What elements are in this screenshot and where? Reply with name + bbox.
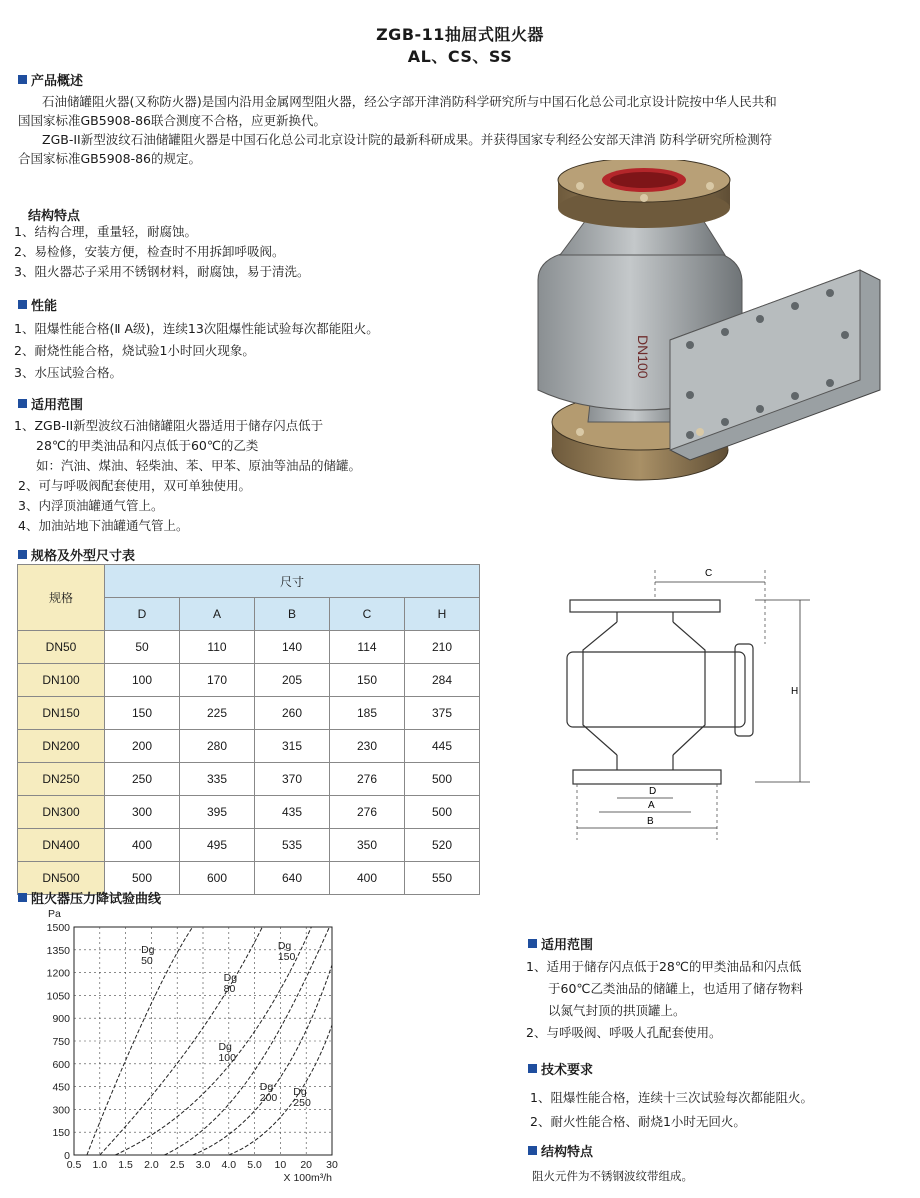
list-item: 1、结构合理，重量轻，耐腐蚀。 bbox=[14, 224, 197, 239]
tech-list: 1、阻爆性能合格，连续十三次试验每次都能阻火。 2、耐火性能合格、耐烧1小时无回火。 bbox=[530, 1090, 813, 1129]
series-label: Dg bbox=[293, 1086, 307, 1098]
chart-layer bbox=[47, 908, 338, 1184]
section-marker-icon bbox=[18, 300, 27, 309]
section-marker-icon bbox=[18, 550, 27, 559]
right-structure-text: 阻火元件为不锈钢波纹带组成。 bbox=[532, 1169, 693, 1183]
series-label: Dg bbox=[223, 972, 238, 984]
dim-d-label: D bbox=[649, 786, 657, 797]
dimension-diagram bbox=[555, 560, 815, 850]
section-marker-icon bbox=[18, 399, 27, 408]
table-row: DN250 250 335 370 276 500 bbox=[18, 763, 480, 796]
photo-marking: DN100 bbox=[635, 335, 651, 379]
structure-heading: 结构特点 bbox=[28, 209, 81, 224]
y-tick-label: 450 bbox=[52, 1081, 70, 1094]
dim-h-label: H bbox=[791, 686, 799, 697]
y-tick-label: 300 bbox=[52, 1104, 70, 1117]
section-marker-icon bbox=[18, 75, 27, 84]
dim-a-label: A bbox=[648, 800, 655, 811]
x-axis-label: X 100m³/h bbox=[283, 1172, 332, 1184]
section-marker-icon bbox=[528, 1146, 537, 1155]
right-structure-heading: 结构特点 bbox=[528, 1141, 593, 1160]
spec-col-label: 规格 bbox=[18, 565, 105, 631]
table-row: DN200 200 280 315 230 445 bbox=[18, 730, 480, 763]
table-row: DN500 500 600 640 400 550 bbox=[18, 862, 480, 895]
spec-table bbox=[17, 564, 480, 895]
y-tick-label: 150 bbox=[52, 1127, 70, 1140]
y-axis-label: Pa bbox=[48, 908, 61, 920]
list-item: 2、耐烧性能合格，烧试验1小时回火现象。 bbox=[14, 343, 255, 358]
scope-heading: 适用范围 bbox=[18, 394, 83, 413]
series-curve bbox=[229, 1025, 332, 1155]
overview-heading: 产品概述 bbox=[18, 70, 83, 89]
x-tick-label: 30 bbox=[326, 1159, 338, 1171]
right-scope-heading: 适用范围 bbox=[528, 934, 593, 953]
y-tick-label: 600 bbox=[52, 1058, 70, 1071]
scope-list: 1、ZGB-II新型波纹石油储罐阻火器适用于储存闪点低于 28℃的甲类油品和闪点低于60℃的乙类 如：汽油、煤油、轻柴油、苯、甲苯、原油等油品的储罐。 2、可与呼吸阀配套使用，双可单独使用。 3、内浮顶油罐通气管上。 4、加油站地下油罐通气管上。 bbox=[14, 418, 362, 533]
x-tick-label: 10 bbox=[274, 1159, 287, 1171]
spec-header-row: D A B C H bbox=[18, 598, 480, 631]
series-label: 150 bbox=[277, 951, 296, 963]
spec-dim-label: 尺寸 bbox=[105, 565, 480, 598]
list-item: 3、阻火器芯子采用不锈钢材料，耐腐蚀，易于清洗。 bbox=[14, 264, 310, 279]
y-tick-label: 750 bbox=[52, 1036, 70, 1048]
flame-arrester-photo bbox=[520, 160, 900, 490]
overview-text: 石油储罐阻火器(又称防火器)是国内沿用金属网型阻火器，经公字部开津消防科学研究所与中国石化总公司北京设计院按中华人民共和 国国家标准GB5908-86联合测度不合格，应更新换代。 ZGB-II新型波纹石油储罐阻火器是中国石化总公司北京设计院的最新科研成果。并获得国家专利经公安部天津消 防科学研究所检测符 合国家标准GB5908-86的规定。 bbox=[18, 94, 777, 166]
series-label: Dg bbox=[277, 940, 292, 952]
series-label: Dg bbox=[141, 944, 155, 956]
y-tick-label: 1050 bbox=[46, 990, 70, 1003]
tech-heading: 技术要求 bbox=[528, 1059, 593, 1078]
x-tick-label: 20 bbox=[300, 1159, 313, 1171]
pressure-drop-chart bbox=[14, 905, 344, 1190]
series-label: 200 bbox=[259, 1092, 278, 1104]
page-subtitle: AL、CS、SS bbox=[407, 47, 513, 66]
section-marker-icon bbox=[528, 939, 537, 948]
dim-c-label: C bbox=[705, 568, 713, 579]
table-row: DN100 100 170 205 150 284 bbox=[18, 664, 480, 697]
x-tick-label: 3.0 bbox=[195, 1159, 211, 1171]
table-row: DN50 50 110 140 114 210 bbox=[18, 631, 480, 664]
series-label: Dg bbox=[218, 1041, 232, 1053]
section-marker-icon bbox=[528, 1064, 537, 1073]
x-tick-label: 4.0 bbox=[221, 1159, 237, 1171]
list-item: 2、易检修，安装方便，检查时不用拆卸呼吸阀。 bbox=[14, 244, 285, 259]
y-tick-label: 900 bbox=[52, 1013, 70, 1026]
x-tick-label: 2.0 bbox=[144, 1159, 159, 1171]
series-label: 50 bbox=[141, 955, 153, 967]
performance-heading: 性能 bbox=[18, 295, 57, 314]
section-marker-icon bbox=[18, 893, 27, 902]
y-tick-label: 1200 bbox=[46, 967, 70, 980]
series-curve bbox=[193, 965, 332, 1155]
dim-b-label: B bbox=[647, 816, 654, 827]
list-item: 1、阻爆性能合格(Ⅱ A级)，连续13次阻爆性能试验每次都能阻火。 bbox=[14, 321, 379, 336]
chart-heading: 阻火器压力降试验曲线 bbox=[18, 888, 161, 907]
structure-list bbox=[14, 222, 309, 282]
right-scope-list: 1、适用于储存闪点低于28℃的甲类油品和闪点低 于60℃乙类油品的储罐上，也适用了储存物料 以氮气封顶的拱顶罐上。 2、与呼吸阀、呼吸人孔配套使用。 bbox=[526, 959, 803, 1040]
list-item: 3、水压试验合格。 bbox=[14, 365, 122, 380]
page-title: ZGB-11抽屈式阻火器 bbox=[376, 25, 544, 44]
table-row: DN400 400 495 535 350 520 bbox=[18, 829, 480, 862]
x-tick-label: 0.5 bbox=[66, 1159, 82, 1171]
table-row: DN300 300 395 435 276 500 bbox=[18, 796, 480, 829]
table-row: DN150 150 225 260 185 375 bbox=[18, 697, 480, 730]
x-tick-label: 5.0 bbox=[247, 1159, 262, 1171]
series-label: Dg bbox=[259, 1081, 274, 1093]
performance-list bbox=[14, 318, 379, 384]
x-tick-label: 1.0 bbox=[92, 1159, 108, 1171]
spec-heading: 规格及外型尺寸表 bbox=[18, 545, 135, 564]
y-tick-label: 0 bbox=[64, 1150, 70, 1162]
x-tick-label: 1.5 bbox=[118, 1159, 133, 1171]
series-label: 250 bbox=[293, 1097, 311, 1109]
y-tick-label: 1500 bbox=[46, 922, 70, 934]
x-tick-label: 2.5 bbox=[169, 1159, 185, 1171]
series-label: 80 bbox=[223, 983, 236, 995]
y-tick-label: 1350 bbox=[46, 944, 70, 957]
series-label: 100 bbox=[218, 1052, 237, 1064]
